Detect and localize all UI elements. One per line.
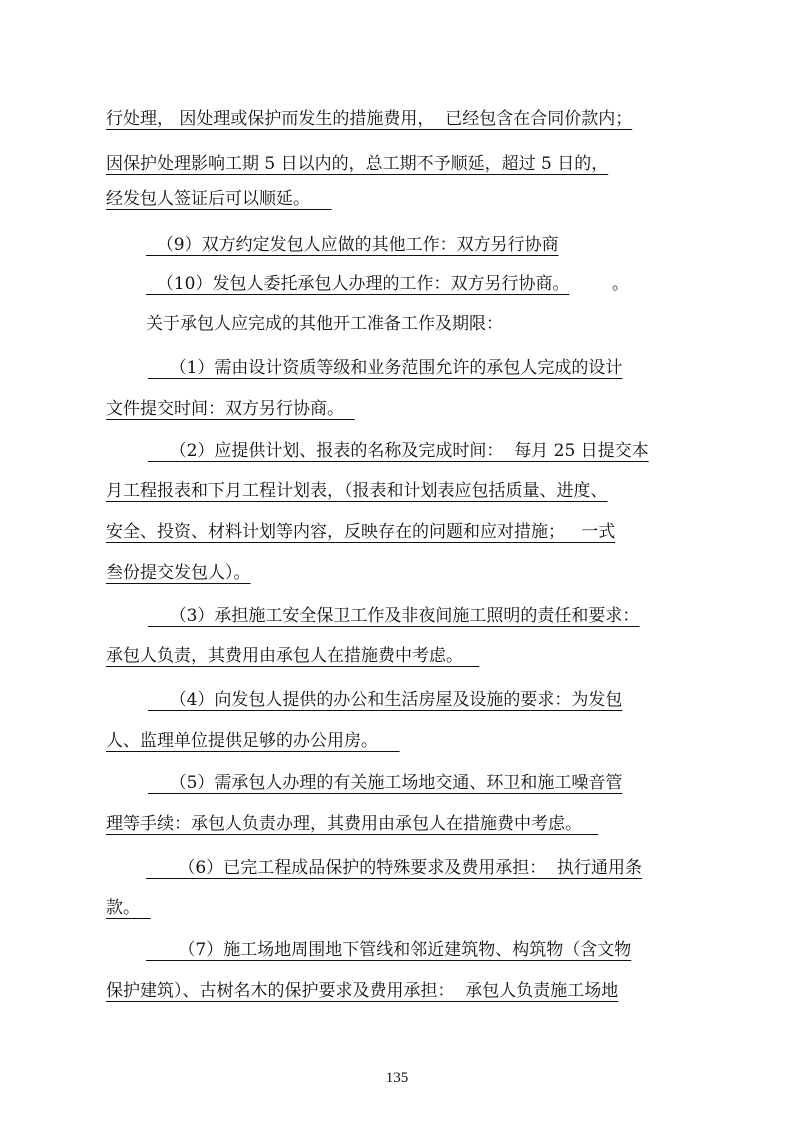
text-line: （10）发包人委托承包人办理的工作：双方另行协商。 xyxy=(146,274,570,294)
text-line: 叁份提交发包人）。 xyxy=(106,563,251,583)
text-line: （1）需由设计资质等级和业务范围允许的承包人完成的设计 xyxy=(148,358,623,378)
text-line: 。 xyxy=(612,274,629,294)
text-line: （3）承担施工安全保卫工作及非夜间施工照明的责任和要求： xyxy=(148,606,640,626)
text-line: 承包人负责，其费用由承包人在措施费中考虑。 xyxy=(106,646,480,666)
text-line: 月工程报表和下月工程计划表，（报表和计划表应包括质量、进度、 xyxy=(106,481,608,501)
text-line: 保护建筑）、古树名木的保护要求及费用承担： 承包人负责施工场地 xyxy=(106,981,619,1001)
text-line: （5）需承包人办理的有关施工场地交通、环卫和施工噪音管 xyxy=(148,773,623,793)
text-line: 款。 xyxy=(106,898,151,918)
section-heading: 关于承包人应完成的其他开工准备工作及期限： xyxy=(146,314,503,334)
text-line: （2）应提供计划、报表的名称及完成时间： 每月 25 日提交本 xyxy=(148,441,649,461)
text-line: 因保护处理影响工期 5 日以内的，总工期不予顺延，超过 5 日的， xyxy=(106,154,609,174)
text-line: 文件提交时间：双方另行协商。 xyxy=(106,399,355,419)
text-line: （4）向发包人提供的办公和生活房屋及设施的要求：为发包 xyxy=(148,690,623,710)
text-line: （7）施工场地周围地下管线和邻近建筑物、构筑物（含文物 xyxy=(146,940,632,960)
text-line: （6）已完工程成品保护的特殊要求及费用承担： 执行通用条 xyxy=(146,858,643,878)
text-line: （9）双方约定发包人应做的其他工作：双方另行协商 xyxy=(146,235,559,255)
text-line: 安全、投资、材料计划等内容，反映存在的问题和应对措施； 一式 xyxy=(106,522,616,542)
text-line: 行处理， 因处理或保护而发生的措施费用， 已经包含在合同价款内； xyxy=(106,109,633,129)
text-line: 经发包人签证后可以顺延。 xyxy=(106,189,332,209)
text-line: 人、监理单位提供足够的办公用房。 xyxy=(106,731,400,751)
text-line: 理等手续：承包人负责办理，其费用由承包人在措施费中考虑。 xyxy=(106,814,599,834)
page-number: 135 xyxy=(385,1070,409,1086)
